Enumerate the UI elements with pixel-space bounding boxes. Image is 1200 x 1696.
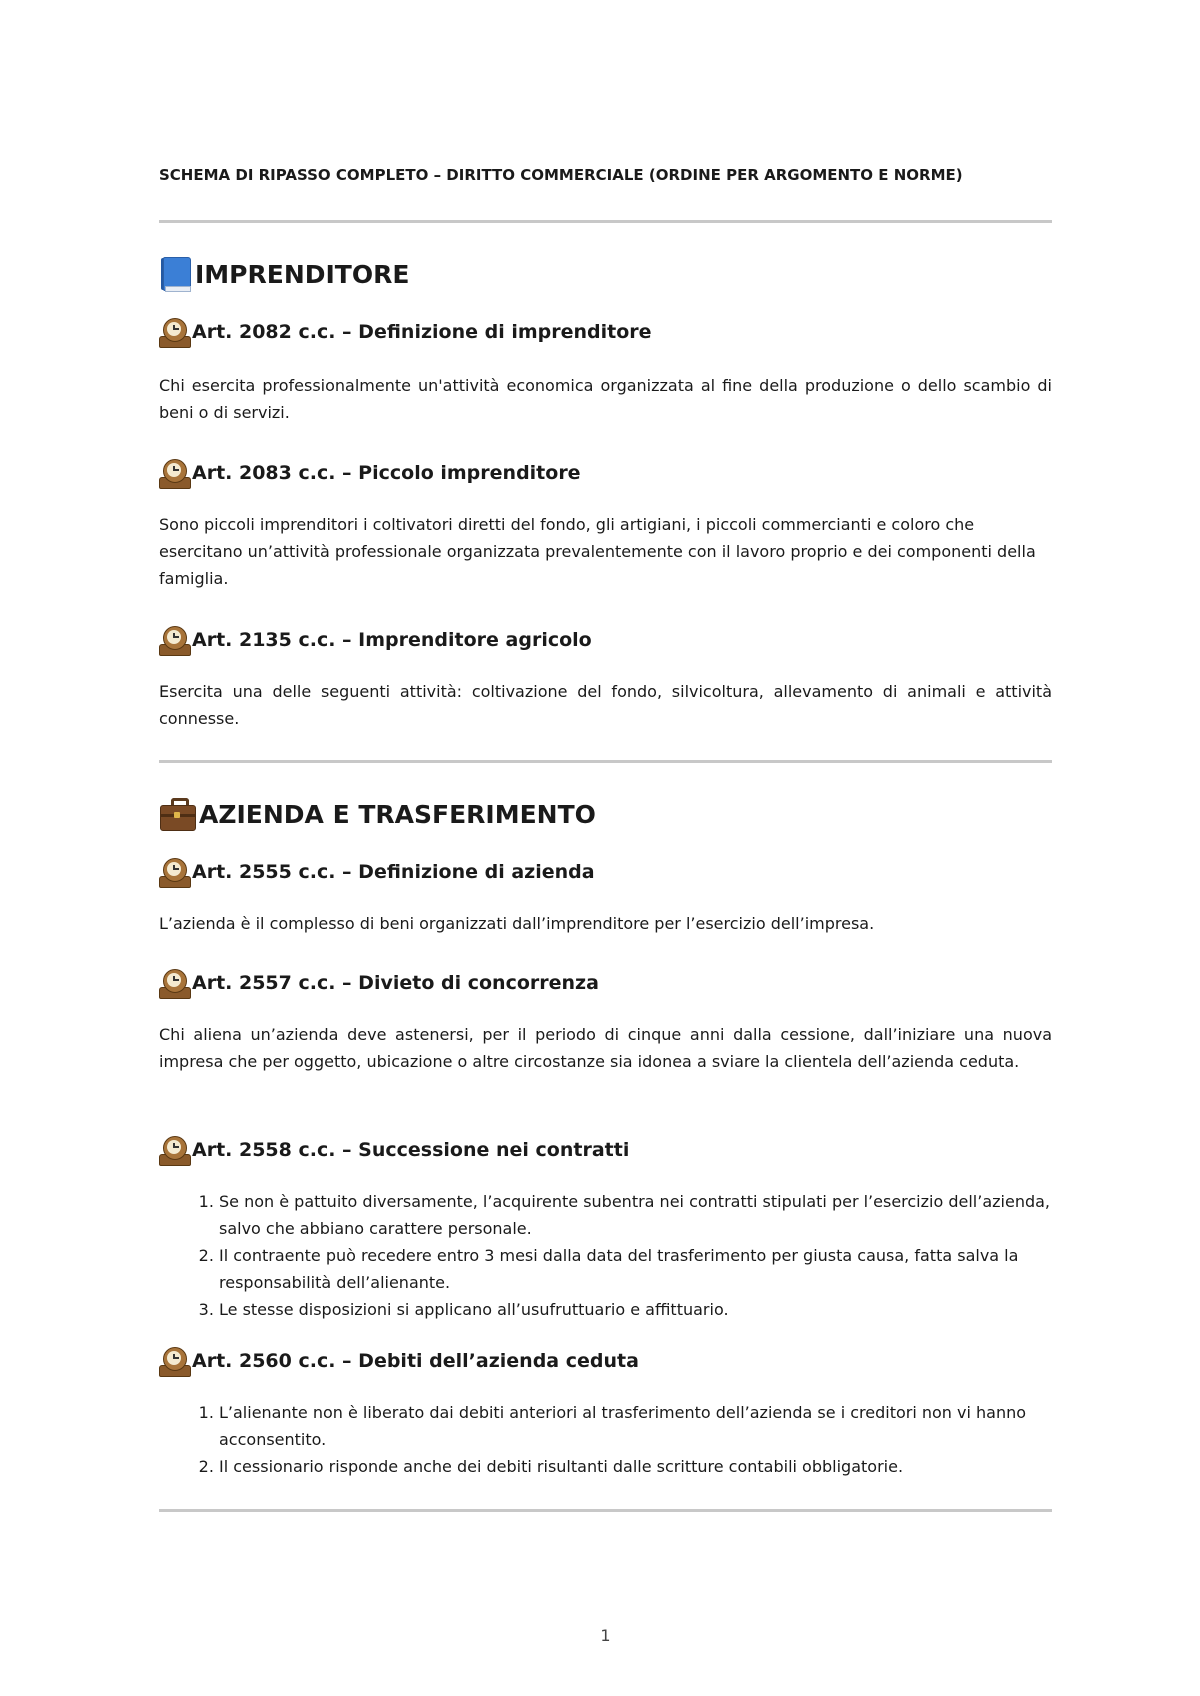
book-icon bbox=[159, 256, 191, 292]
article-list-2560 bbox=[159, 1399, 1052, 1480]
article-heading-label: Art. 2558 c.c. – Successione nei contratti bbox=[192, 1139, 630, 1161]
article-text-2555: L’azienda è il complesso di beni organizzati dall’imprenditore per l’esercizio dell’impresa. bbox=[159, 914, 875, 933]
article-text-2135: Esercita una delle seguenti attività: coltivazione del fondo, silvicoltura, allevamento di animali e attività connesse. bbox=[159, 682, 1052, 728]
document-title: SCHEMA DI RIPASSO COMPLETO – DIRITTO COMMERCIALE (ORDINE PER ARGOMENTO E NORME) bbox=[159, 166, 963, 184]
article-heading-2560 bbox=[159, 1346, 639, 1376]
article-heading-2557 bbox=[159, 968, 599, 998]
list-item: 1. Se non è pattuito diversamente, l’acquirente subentra nei contratti stipulati per l’esercizio dell’azienda, salvo che abbiano carattere personale. bbox=[219, 1188, 1052, 1242]
section-heading-label: IMPRENDITORE bbox=[195, 259, 410, 289]
section-heading-azienda bbox=[159, 794, 596, 834]
article-text-2083: Sono piccoli imprenditori i coltivatori diretti del fondo, gli artigiani, i piccoli commercianti e coloro che esercitano un’attività professionale organizzata prevalentemente con il lavoro proprio e dei componenti della famiglia. bbox=[159, 515, 1036, 588]
briefcase-icon bbox=[159, 797, 197, 831]
article-heading-label: Art. 2135 c.c. – Imprenditore agricolo bbox=[192, 629, 592, 651]
article-heading-label: Art. 2083 c.c. – Piccolo imprenditore bbox=[192, 462, 581, 484]
article-heading-label: Art. 2557 c.c. – Divieto di concorrenza bbox=[192, 972, 599, 994]
article-heading-label: Art. 2555 c.c. – Definizione di azienda bbox=[192, 861, 595, 883]
section-heading-label: AZIENDA E TRASFERIMENTO bbox=[199, 799, 596, 829]
clock-icon bbox=[159, 458, 191, 488]
article-list-2558 bbox=[159, 1188, 1052, 1323]
article-heading-2135 bbox=[159, 625, 592, 655]
clock-icon bbox=[159, 317, 191, 347]
divider bbox=[159, 760, 1052, 763]
article-heading-label: Art. 2560 c.c. – Debiti dell’azienda ceduta bbox=[192, 1350, 639, 1372]
list-item: 2. Il contraente può recedere entro 3 mesi dalla data del trasferimento per giusta causa, fatta salva la responsabilità dell’alienante. bbox=[219, 1242, 1052, 1296]
article-heading-2082 bbox=[159, 317, 652, 347]
list-item: 2. Il cessionario risponde anche dei debiti risultanti dalle scritture contabili obbligatorie. bbox=[219, 1453, 1052, 1480]
list-item: 3. Le stesse disposizioni si applicano all’usufruttuario e affittuario. bbox=[219, 1296, 1052, 1323]
list-item: 1. L’alienante non è liberato dai debiti anteriori al trasferimento dell’azienda se i creditori non vi hanno acconsentito. bbox=[219, 1399, 1052, 1453]
article-heading-2555 bbox=[159, 857, 595, 887]
article-heading-2083 bbox=[159, 458, 581, 488]
article-heading-2558 bbox=[159, 1135, 629, 1165]
article-text-2082: Chi esercita professionalmente un'attività economica organizzata al fine della produzione o dello scambio di beni o di servizi. bbox=[159, 376, 1052, 422]
article-heading-label: Art. 2082 c.c. – Definizione di imprenditore bbox=[192, 321, 652, 343]
clock-icon bbox=[159, 625, 191, 655]
article-text-2557: Chi aliena un’azienda deve astenersi, per il periodo di cinque anni dalla cessione, dall’iniziare una nuova impresa che per oggetto, ubicazione o altre circostanze sia idonea a sviare la clientela dell’azienda ceduta. bbox=[159, 1025, 1052, 1071]
clock-icon bbox=[159, 857, 191, 887]
section-heading-imprenditore bbox=[159, 254, 409, 294]
divider bbox=[159, 1509, 1052, 1512]
clock-icon bbox=[159, 1346, 191, 1376]
clock-icon bbox=[159, 1135, 191, 1165]
divider bbox=[159, 220, 1052, 223]
clock-icon bbox=[159, 968, 191, 998]
document-page bbox=[159, 0, 1052, 1696]
page-number: 1 bbox=[600, 1626, 611, 1645]
